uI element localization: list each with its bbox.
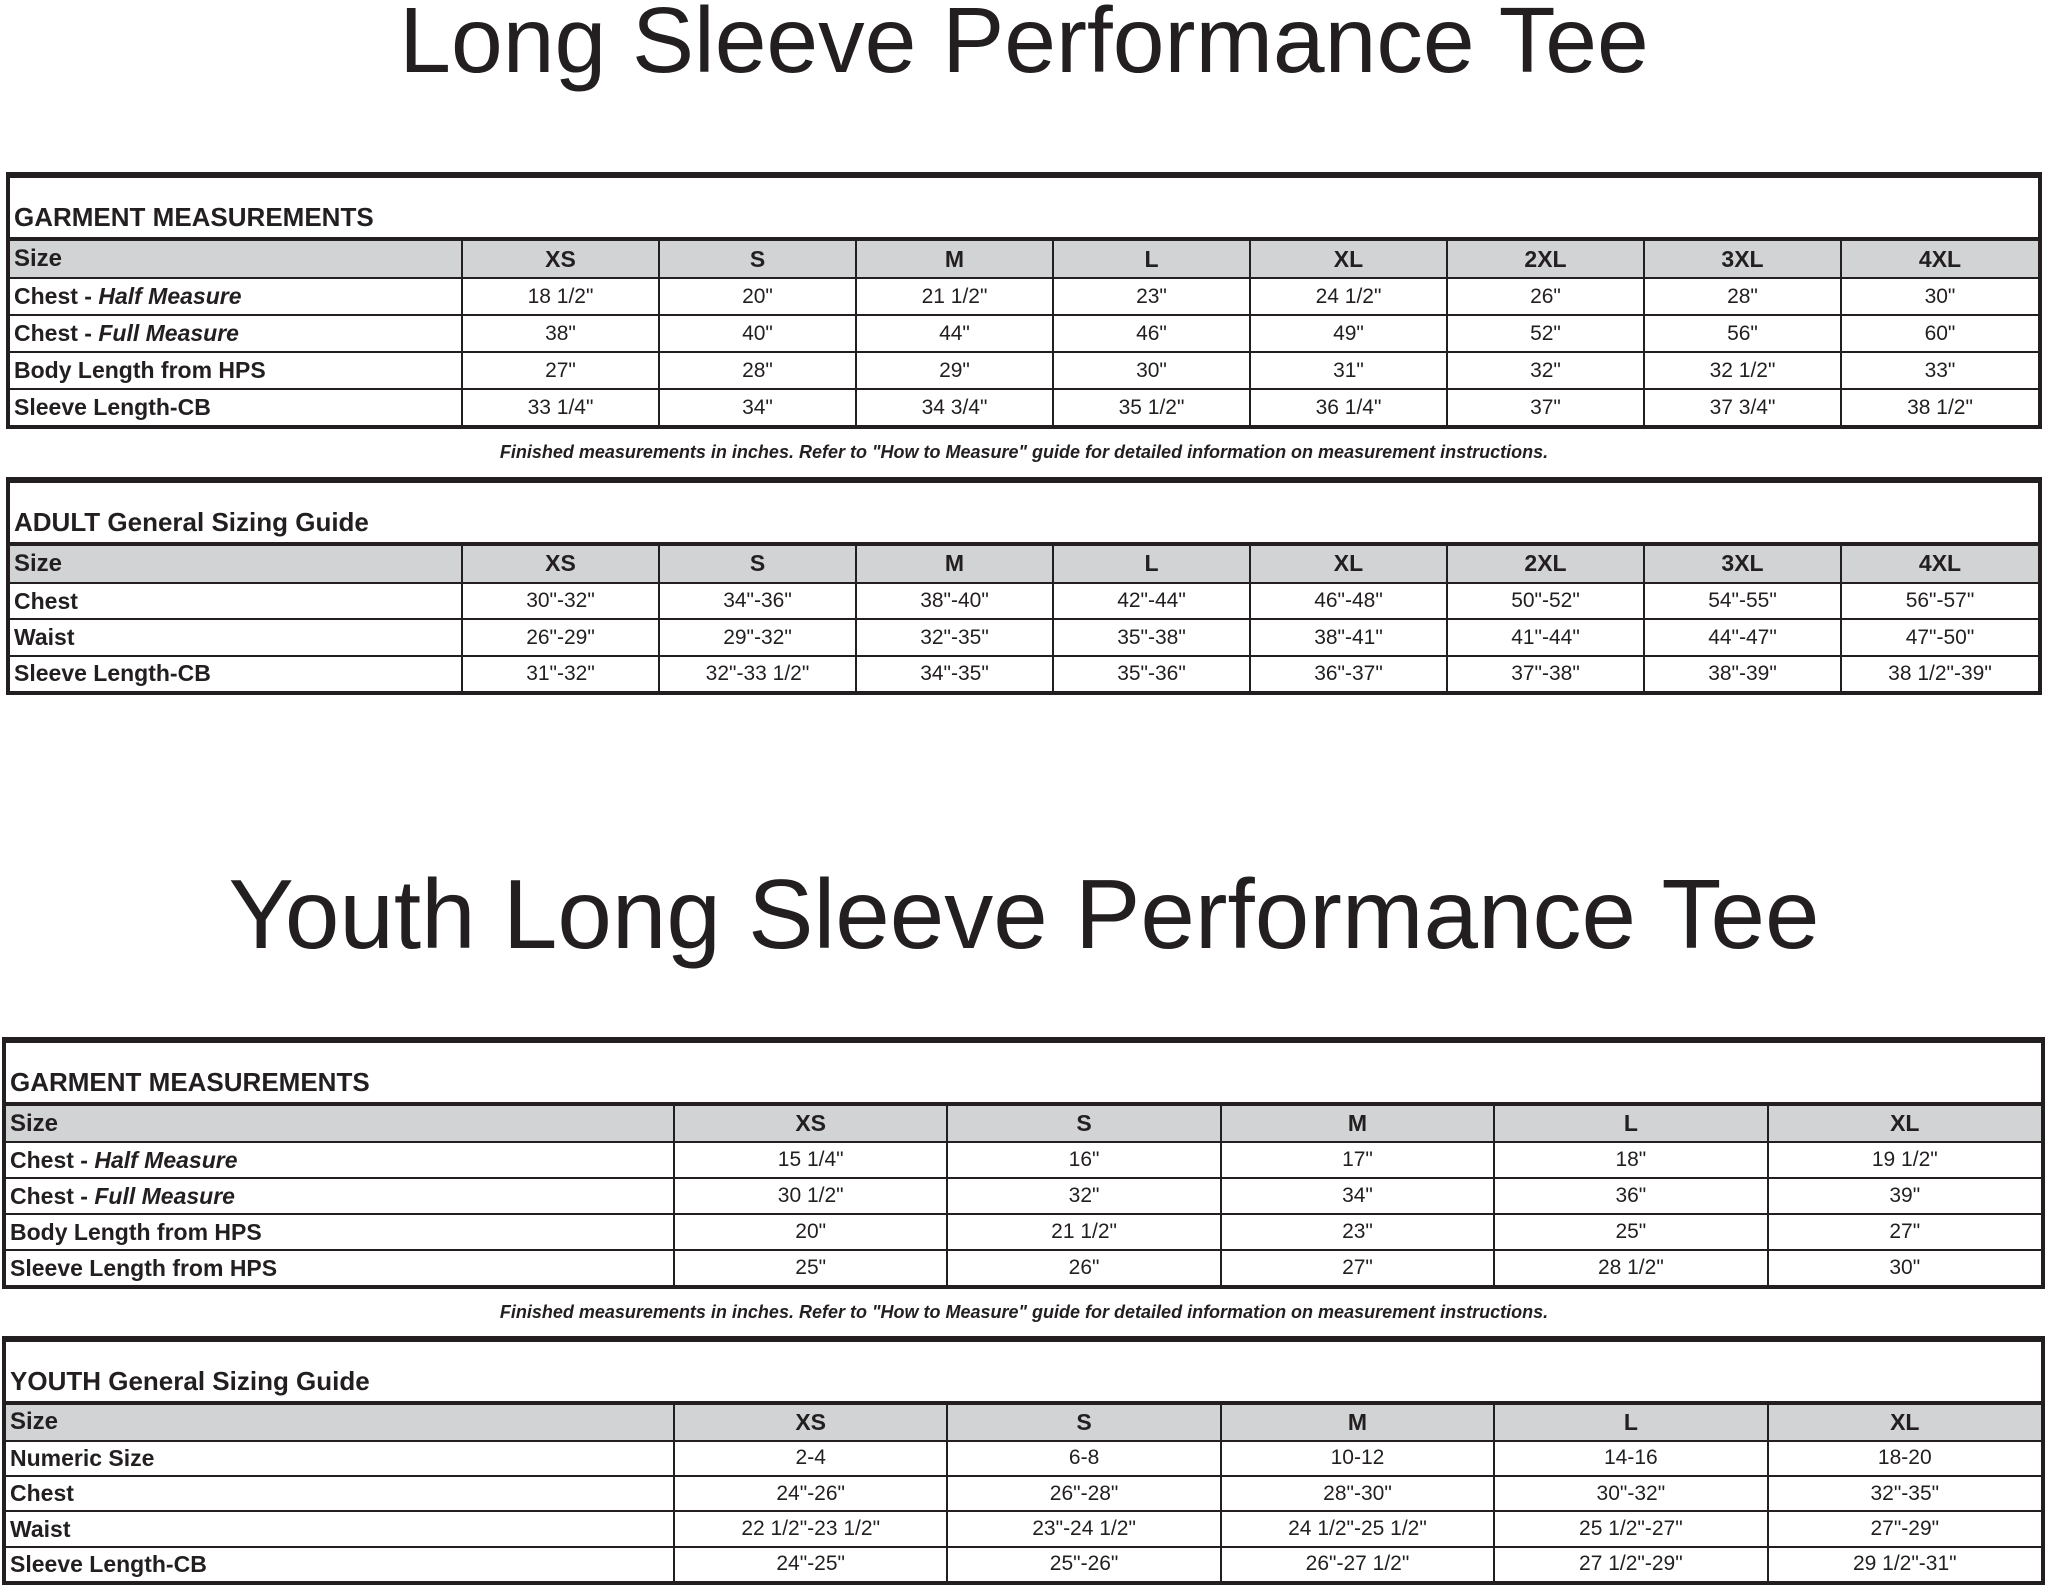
table-row bbox=[6, 1214, 2041, 1250]
size-header-cell: XL bbox=[1250, 239, 1447, 278]
table-cell: 32"-35" bbox=[856, 619, 1053, 655]
size-header-cell: 2XL bbox=[1447, 544, 1644, 583]
table-caption: GARMENT MEASUREMENTS bbox=[10, 177, 2038, 239]
row-label-text: Sleeve Length-CB bbox=[10, 1550, 207, 1577]
row-label-text: Chest bbox=[14, 587, 78, 614]
table-cell: 36"-37" bbox=[1250, 656, 1447, 691]
size-header-cell: 2XL bbox=[1447, 239, 1644, 278]
row-label bbox=[6, 1547, 674, 1581]
table-cell: 30" bbox=[1841, 278, 2038, 315]
table-cell: 32"-35" bbox=[1768, 1476, 2041, 1511]
table-cell: 15 1/4" bbox=[674, 1142, 947, 1178]
table-caption: ADULT General Sizing Guide bbox=[10, 482, 2038, 544]
table-cell: 23" bbox=[1221, 1214, 1494, 1250]
table-cell: 30"-32" bbox=[1494, 1476, 1767, 1511]
size-header-label: Size bbox=[6, 1403, 674, 1441]
table-cell: 49" bbox=[1250, 315, 1447, 352]
table-cell: 31" bbox=[1250, 352, 1447, 389]
size-header-cell: L bbox=[1053, 239, 1250, 278]
row-label bbox=[6, 1178, 674, 1214]
row-label-italic: Half Measure bbox=[94, 1146, 238, 1173]
row-label-text: Chest - bbox=[14, 320, 99, 347]
size-header-cell: M bbox=[856, 239, 1053, 278]
table-cell: 38" bbox=[462, 315, 659, 352]
table-cell: 25"-26" bbox=[947, 1547, 1220, 1581]
table-cell: 18" bbox=[1494, 1142, 1767, 1178]
table-cell: 40" bbox=[659, 315, 856, 352]
table-cell: 28 1/2" bbox=[1494, 1250, 1767, 1285]
table-row bbox=[6, 1511, 2041, 1546]
size-header-cell: 4XL bbox=[1841, 544, 2038, 583]
row-label-text: Waist bbox=[14, 624, 75, 651]
table-cell: 27 1/2"-29" bbox=[1494, 1547, 1767, 1581]
table-cell: 14-16 bbox=[1494, 1441, 1767, 1476]
sizing-table bbox=[6, 1340, 2041, 1581]
table-cell: 28"-30" bbox=[1221, 1476, 1494, 1511]
size-header-cell: L bbox=[1053, 544, 1250, 583]
sizing-table bbox=[6, 1041, 2041, 1285]
row-label-text: Body Length from HPS bbox=[10, 1218, 262, 1245]
table-row bbox=[10, 389, 2038, 425]
table-row bbox=[6, 1547, 2041, 1581]
table-cell: 32 1/2" bbox=[1644, 352, 1841, 389]
row-label bbox=[10, 656, 462, 691]
adult-garment-measurements-table bbox=[6, 172, 2042, 429]
size-header-cell: 4XL bbox=[1841, 239, 2038, 278]
youth-page-title: Youth Long Sleeve Performance Tee bbox=[228, 859, 1820, 969]
youth-general-sizing-guide-table bbox=[2, 1336, 2045, 1585]
table-cell: 44"-47" bbox=[1644, 619, 1841, 655]
row-label-italic: Half Measure bbox=[98, 283, 242, 310]
size-header-row bbox=[6, 1104, 2041, 1142]
size-header-row bbox=[10, 544, 2038, 583]
table-caption: YOUTH General Sizing Guide bbox=[6, 1341, 2041, 1403]
table-cell: 35 1/2" bbox=[1053, 389, 1250, 425]
size-header-cell: M bbox=[1221, 1104, 1494, 1142]
size-header-cell: L bbox=[1494, 1104, 1767, 1142]
table-row bbox=[6, 1250, 2041, 1285]
size-header-cell: M bbox=[1221, 1403, 1494, 1441]
row-label bbox=[6, 1511, 674, 1546]
table-cell: 37"-38" bbox=[1447, 656, 1644, 691]
row-label-text: Sleeve Length-CB bbox=[14, 660, 211, 687]
table-cell: 35"-36" bbox=[1053, 656, 1250, 691]
table-caption-row bbox=[10, 177, 2038, 239]
table-caption-row bbox=[6, 1042, 2041, 1104]
size-header-cell: M bbox=[856, 544, 1053, 583]
adult-measurement-note: Finished measurements in inches. Refer to "How to Measure" guide for detailed information on measurement instructions. bbox=[499, 442, 1549, 462]
table-cell: 33 1/4" bbox=[462, 389, 659, 425]
row-label bbox=[6, 1142, 674, 1178]
table-row bbox=[10, 352, 2038, 389]
table-cell: 26"-28" bbox=[947, 1476, 1220, 1511]
table-cell: 52" bbox=[1447, 315, 1644, 352]
table-cell: 38"-39" bbox=[1644, 656, 1841, 691]
table-cell: 20" bbox=[659, 278, 856, 315]
row-label-text: Numeric Size bbox=[10, 1444, 155, 1471]
table-cell: 24"-25" bbox=[674, 1547, 947, 1581]
table-cell: 31"-32" bbox=[462, 656, 659, 691]
sizing-table bbox=[10, 176, 2038, 425]
table-cell: 38"-40" bbox=[856, 583, 1053, 619]
row-label bbox=[6, 1476, 674, 1511]
size-header-cell: S bbox=[947, 1104, 1220, 1142]
table-row bbox=[6, 1178, 2041, 1214]
table-row bbox=[10, 583, 2038, 619]
row-label-text: Body Length from HPS bbox=[14, 357, 266, 384]
table-row bbox=[6, 1142, 2041, 1178]
row-label-italic: Full Measure bbox=[94, 1182, 235, 1209]
table-row bbox=[10, 278, 2038, 315]
table-cell: 38 1/2"-39" bbox=[1841, 656, 2038, 691]
row-label bbox=[10, 619, 462, 655]
table-row bbox=[6, 1476, 2041, 1511]
table-cell: 38"-41" bbox=[1250, 619, 1447, 655]
table-cell: 54"-55" bbox=[1644, 583, 1841, 619]
table-cell: 10-12 bbox=[1221, 1441, 1494, 1476]
size-header-label: Size bbox=[6, 1104, 674, 1142]
table-cell: 29 1/2"-31" bbox=[1768, 1547, 2041, 1581]
table-cell: 27"-29" bbox=[1768, 1511, 2041, 1546]
table-cell: 22 1/2"-23 1/2" bbox=[674, 1511, 947, 1546]
row-label-text: Chest - bbox=[14, 283, 99, 310]
table-cell: 34 3/4" bbox=[856, 389, 1053, 425]
sizing-table bbox=[10, 481, 2038, 691]
table-cell: 21 1/2" bbox=[947, 1214, 1220, 1250]
table-cell: 20" bbox=[674, 1214, 947, 1250]
table-caption-row bbox=[10, 482, 2038, 544]
row-label bbox=[10, 315, 462, 352]
table-cell: 2-4 bbox=[674, 1441, 947, 1476]
table-cell: 29"-32" bbox=[659, 619, 856, 655]
table-cell: 21 1/2" bbox=[856, 278, 1053, 315]
table-cell: 32"-33 1/2" bbox=[659, 656, 856, 691]
size-header-cell: XL bbox=[1250, 544, 1447, 583]
table-row bbox=[10, 656, 2038, 691]
table-cell: 27" bbox=[1221, 1250, 1494, 1285]
table-cell: 34"-36" bbox=[659, 583, 856, 619]
table-row bbox=[10, 315, 2038, 352]
row-label-text: Chest - bbox=[10, 1182, 95, 1209]
size-header-cell: 3XL bbox=[1644, 239, 1841, 278]
row-label bbox=[10, 278, 462, 315]
table-cell: 29" bbox=[856, 352, 1053, 389]
table-cell: 56"-57" bbox=[1841, 583, 2038, 619]
row-label-text: Waist bbox=[10, 1515, 71, 1542]
row-label-text: Chest bbox=[10, 1480, 74, 1507]
table-cell: 17" bbox=[1221, 1142, 1494, 1178]
size-header-cell: XL bbox=[1768, 1403, 2041, 1441]
size-header-cell: XS bbox=[462, 544, 659, 583]
size-header-cell: XS bbox=[674, 1403, 947, 1441]
size-header-cell: S bbox=[659, 544, 856, 583]
size-header-row bbox=[6, 1403, 2041, 1441]
size-header-cell: XL bbox=[1768, 1104, 2041, 1142]
table-cell: 30 1/2" bbox=[674, 1178, 947, 1214]
table-cell: 28" bbox=[659, 352, 856, 389]
table-cell: 26" bbox=[947, 1250, 1220, 1285]
table-cell: 37 3/4" bbox=[1644, 389, 1841, 425]
table-cell: 60" bbox=[1841, 315, 2038, 352]
table-row bbox=[6, 1441, 2041, 1476]
table-cell: 46" bbox=[1053, 315, 1250, 352]
table-caption-row bbox=[6, 1341, 2041, 1403]
table-cell: 26" bbox=[1447, 278, 1644, 315]
table-cell: 47"-50" bbox=[1841, 619, 2038, 655]
table-cell: 25" bbox=[1494, 1214, 1767, 1250]
table-row bbox=[10, 619, 2038, 655]
row-label-text: Sleeve Length-CB bbox=[14, 394, 211, 421]
table-cell: 34"-35" bbox=[856, 656, 1053, 691]
table-cell: 44" bbox=[856, 315, 1053, 352]
row-label bbox=[6, 1214, 674, 1250]
size-header-row bbox=[10, 239, 2038, 278]
table-cell: 28" bbox=[1644, 278, 1841, 315]
table-cell: 24 1/2"-25 1/2" bbox=[1221, 1511, 1494, 1546]
table-cell: 32" bbox=[947, 1178, 1220, 1214]
row-label bbox=[10, 389, 462, 425]
table-cell: 19 1/2" bbox=[1768, 1142, 2041, 1178]
row-label-italic: Full Measure bbox=[98, 320, 239, 347]
table-cell: 30" bbox=[1053, 352, 1250, 389]
table-cell: 24"-26" bbox=[674, 1476, 947, 1511]
youth-measurement-note: Finished measurements in inches. Refer to "How to Measure" guide for detailed information on measurement instructions. bbox=[499, 1302, 1549, 1322]
size-header-label: Size bbox=[10, 239, 462, 278]
table-cell: 32" bbox=[1447, 352, 1644, 389]
row-label-text: Chest - bbox=[10, 1146, 95, 1173]
table-cell: 25 1/2"-27" bbox=[1494, 1511, 1767, 1546]
row-label bbox=[10, 352, 462, 389]
table-cell: 46"-48" bbox=[1250, 583, 1447, 619]
table-cell: 23"-24 1/2" bbox=[947, 1511, 1220, 1546]
table-cell: 26"-27 1/2" bbox=[1221, 1547, 1494, 1581]
table-cell: 33" bbox=[1841, 352, 2038, 389]
adult-general-sizing-guide-table bbox=[6, 477, 2042, 695]
size-header-cell: 3XL bbox=[1644, 544, 1841, 583]
table-cell: 56" bbox=[1644, 315, 1841, 352]
table-cell: 35"-38" bbox=[1053, 619, 1250, 655]
size-header-cell: S bbox=[947, 1403, 1220, 1441]
size-header-cell: XS bbox=[462, 239, 659, 278]
row-label bbox=[6, 1441, 674, 1476]
row-label-text: Sleeve Length from HPS bbox=[10, 1254, 278, 1281]
table-cell: 30"-32" bbox=[462, 583, 659, 619]
table-cell: 34" bbox=[659, 389, 856, 425]
table-cell: 41"-44" bbox=[1447, 619, 1644, 655]
table-cell: 6-8 bbox=[947, 1441, 1220, 1476]
adult-page-title: Long Sleeve Performance Tee bbox=[399, 0, 1649, 92]
table-caption: GARMENT MEASUREMENTS bbox=[6, 1042, 2041, 1104]
table-cell: 39" bbox=[1768, 1178, 2041, 1214]
size-header-cell: XS bbox=[674, 1104, 947, 1142]
table-cell: 16" bbox=[947, 1142, 1220, 1178]
table-cell: 27" bbox=[1768, 1214, 2041, 1250]
size-header-cell: L bbox=[1494, 1403, 1767, 1441]
table-cell: 18-20 bbox=[1768, 1441, 2041, 1476]
table-cell: 42"-44" bbox=[1053, 583, 1250, 619]
table-cell: 23" bbox=[1053, 278, 1250, 315]
size-header-label: Size bbox=[10, 544, 462, 583]
table-cell: 36" bbox=[1494, 1178, 1767, 1214]
table-cell: 34" bbox=[1221, 1178, 1494, 1214]
table-cell: 30" bbox=[1768, 1250, 2041, 1285]
table-cell: 36 1/4" bbox=[1250, 389, 1447, 425]
row-label bbox=[6, 1250, 674, 1285]
table-cell: 27" bbox=[462, 352, 659, 389]
table-cell: 25" bbox=[674, 1250, 947, 1285]
row-label bbox=[10, 583, 462, 619]
youth-garment-measurements-table bbox=[2, 1037, 2045, 1289]
size-header-cell: S bbox=[659, 239, 856, 278]
table-cell: 18 1/2" bbox=[462, 278, 659, 315]
table-cell: 24 1/2" bbox=[1250, 278, 1447, 315]
table-cell: 37" bbox=[1447, 389, 1644, 425]
table-cell: 38 1/2" bbox=[1841, 389, 2038, 425]
table-cell: 26"-29" bbox=[462, 619, 659, 655]
table-cell: 50"-52" bbox=[1447, 583, 1644, 619]
